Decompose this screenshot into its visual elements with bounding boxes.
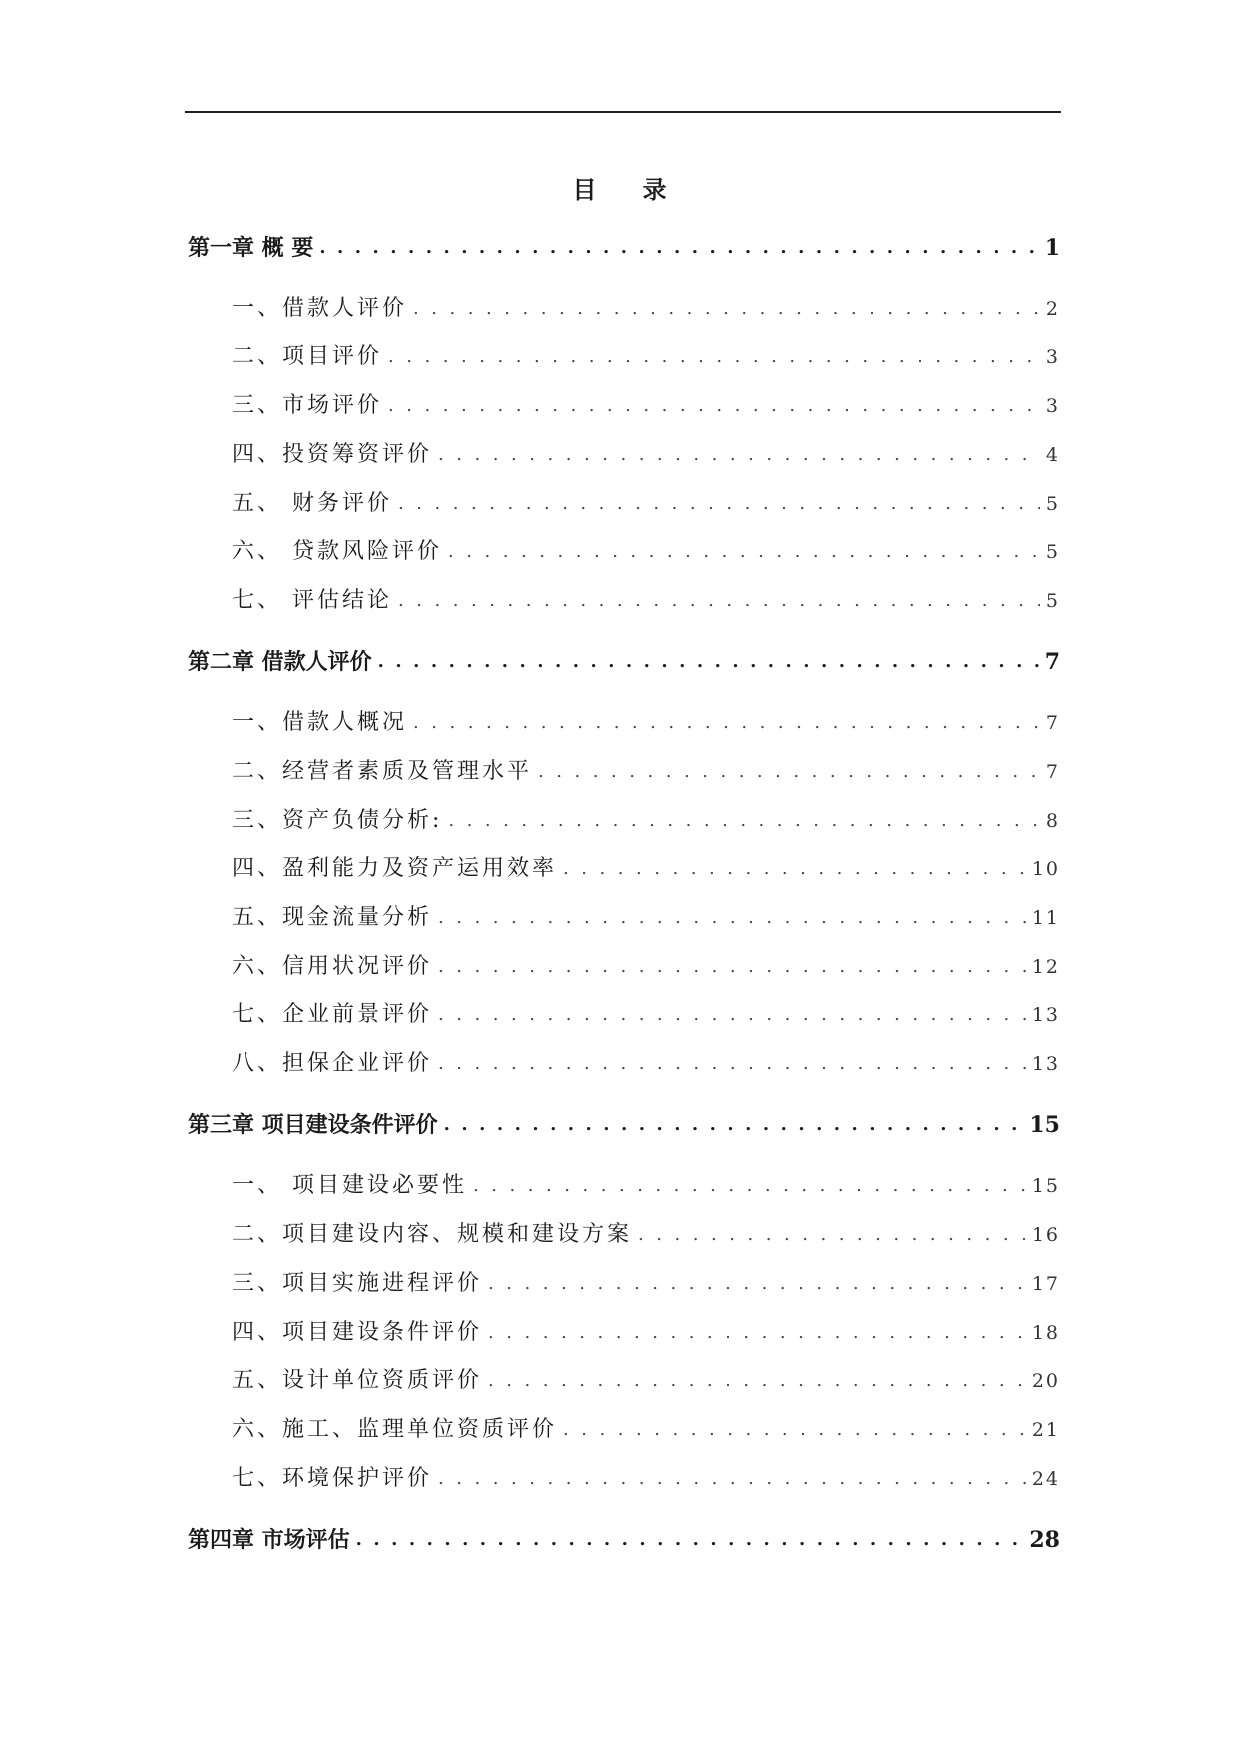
toc-entry-section[interactable] [188, 1413, 1060, 1447]
toc-entry-section[interactable] [188, 584, 1060, 618]
toc-entry-page: 13 [1031, 1004, 1060, 1026]
toc-entry-chapter-1[interactable] [188, 231, 1060, 265]
toc-entry-section[interactable] [188, 852, 1060, 886]
toc-entry-section[interactable] [188, 804, 1060, 838]
toc-entry-label: 五、设计单位资质评价 [232, 1368, 483, 1393]
toc-title [0, 170, 1241, 205]
toc-entry-label: 一、借款人概况 [232, 710, 408, 735]
toc-entry-page: 7 [1045, 761, 1060, 783]
toc-entry-page: 3 [1045, 395, 1060, 417]
dot-leader [413, 706, 1040, 740]
toc-entry-section[interactable] [188, 535, 1060, 569]
toc-entry-section[interactable] [188, 1267, 1060, 1301]
dot-leader [448, 804, 1039, 838]
toc-entry-page: 15 [1029, 1112, 1060, 1138]
toc-entry-page: 7 [1044, 649, 1060, 675]
toc-entry-label: 二、项目评价 [232, 344, 383, 369]
toc-entry-label: 七、 评估结论 [232, 588, 392, 613]
toc-title-part2: 录 [642, 175, 669, 204]
toc-entry-label: 第二章 借款人评价 [188, 649, 372, 675]
toc-entry-section[interactable] [188, 438, 1060, 472]
toc-entry-section[interactable] [188, 1462, 1060, 1496]
dot-leader [388, 389, 1040, 423]
toc-entry-page: 10 [1031, 858, 1060, 880]
dot-leader [488, 1316, 1026, 1350]
toc-entry-page: 16 [1031, 1224, 1060, 1246]
toc-entry-label: 七、环境保护评价 [232, 1466, 433, 1491]
dot-leader [563, 1413, 1026, 1447]
toc-entry-section[interactable] [188, 998, 1060, 1032]
toc-entry-label: 八、担保企业评价 [232, 1051, 433, 1076]
toc-entry-section[interactable] [188, 1316, 1060, 1350]
dot-leader [438, 438, 1040, 472]
toc-entry-page: 21 [1031, 1419, 1060, 1441]
toc-entry-section[interactable] [188, 487, 1060, 521]
toc-entry-page: 11 [1031, 907, 1060, 929]
header-rule [185, 111, 1061, 113]
toc-entry-page: 8 [1045, 810, 1060, 832]
dot-leader [488, 1364, 1026, 1398]
toc-entry-label: 七、企业前景评价 [232, 1002, 433, 1027]
dot-leader [378, 645, 1039, 679]
toc-entry-chapter-4[interactable] [188, 1523, 1060, 1557]
dot-leader [438, 950, 1026, 984]
toc-entry-section[interactable] [188, 292, 1060, 326]
dot-leader [563, 852, 1026, 886]
toc-entry-section[interactable] [188, 901, 1060, 935]
toc-entry-chapter-2[interactable] [188, 645, 1060, 679]
toc-entry-section[interactable] [188, 755, 1060, 789]
toc-entry-label: 四、盈利能力及资产运用效率 [232, 856, 558, 881]
toc-entry-page: 18 [1031, 1322, 1060, 1344]
toc-entry-label: 四、项目建设条件评价 [232, 1320, 483, 1345]
toc-entry-section[interactable] [188, 1169, 1060, 1203]
toc-entry-section[interactable] [188, 1218, 1060, 1252]
toc-entry-page: 3 [1045, 346, 1060, 368]
toc-entry-section[interactable] [188, 950, 1060, 984]
toc-entry-label: 六、 贷款风险评价 [232, 539, 442, 564]
toc-entry-section[interactable] [188, 706, 1060, 740]
toc-title-part1: 目 [572, 175, 599, 204]
dot-leader [438, 901, 1026, 935]
dot-leader [538, 755, 1040, 789]
dot-leader [398, 584, 1040, 618]
toc-entry-page: 7 [1045, 712, 1060, 734]
toc-entry-label: 三、资产负债分析: [232, 808, 443, 833]
toc-entry-label: 第一章 概 要 [188, 235, 314, 261]
dot-leader [413, 292, 1040, 326]
toc-entry-label: 三、市场评价 [232, 393, 383, 418]
toc-entry-page: 28 [1029, 1527, 1060, 1553]
toc-entry-label: 三、项目实施进程评价 [232, 1271, 483, 1296]
toc-entry-section[interactable] [188, 1364, 1060, 1398]
toc-entry-page: 20 [1031, 1370, 1060, 1392]
toc-entry-page: 5 [1045, 590, 1060, 612]
toc-entry-page: 1 [1044, 235, 1060, 261]
toc-entry-page: 12 [1031, 956, 1060, 978]
toc-entry-chapter-3[interactable] [188, 1108, 1060, 1142]
dot-leader [398, 487, 1040, 521]
toc-entry-label: 五、现金流量分析 [232, 905, 433, 930]
toc-entry-label: 二、项目建设内容、规模和建设方案 [232, 1222, 633, 1247]
dot-leader [448, 535, 1040, 569]
dot-leader [438, 998, 1026, 1032]
dot-leader [488, 1267, 1026, 1301]
toc-entry-label: 六、信用状况评价 [232, 954, 433, 979]
toc-entry-page: 5 [1045, 541, 1060, 563]
toc-entry-page: 4 [1045, 444, 1060, 466]
toc-entry-page: 24 [1031, 1468, 1060, 1490]
toc-entry-label: 五、 财务评价 [232, 491, 392, 516]
toc-entry-label: 一、借款人评价 [232, 296, 408, 321]
toc-entry-page: 5 [1045, 493, 1060, 515]
toc-entry-label: 一、 项目建设必要性 [232, 1173, 467, 1198]
toc-entry-label: 第四章 市场评估 [188, 1527, 350, 1553]
toc-entry-label: 二、经营者素质及管理水平 [232, 759, 533, 784]
dot-leader [638, 1218, 1026, 1252]
dot-leader [444, 1108, 1024, 1142]
dot-leader [438, 1047, 1026, 1081]
toc-entry-label: 第三章 项目建设条件评价 [188, 1112, 438, 1138]
toc-entry-section[interactable] [188, 389, 1060, 423]
toc-entry-label: 四、投资筹资评价 [232, 442, 433, 467]
toc-entry-page: 2 [1045, 298, 1060, 320]
dot-leader [388, 340, 1040, 374]
toc-entry-label: 六、施工、监理单位资质评价 [232, 1417, 558, 1442]
toc-entry-page: 13 [1031, 1053, 1060, 1075]
toc-entry-section[interactable] [188, 1047, 1060, 1081]
toc-entry-page: 15 [1031, 1175, 1060, 1197]
dot-leader [438, 1462, 1026, 1496]
toc-entry-section[interactable] [188, 340, 1060, 374]
toc-entry-page: 17 [1031, 1273, 1060, 1295]
dot-leader [319, 231, 1038, 265]
dot-leader [473, 1169, 1026, 1203]
dot-leader [356, 1523, 1024, 1557]
